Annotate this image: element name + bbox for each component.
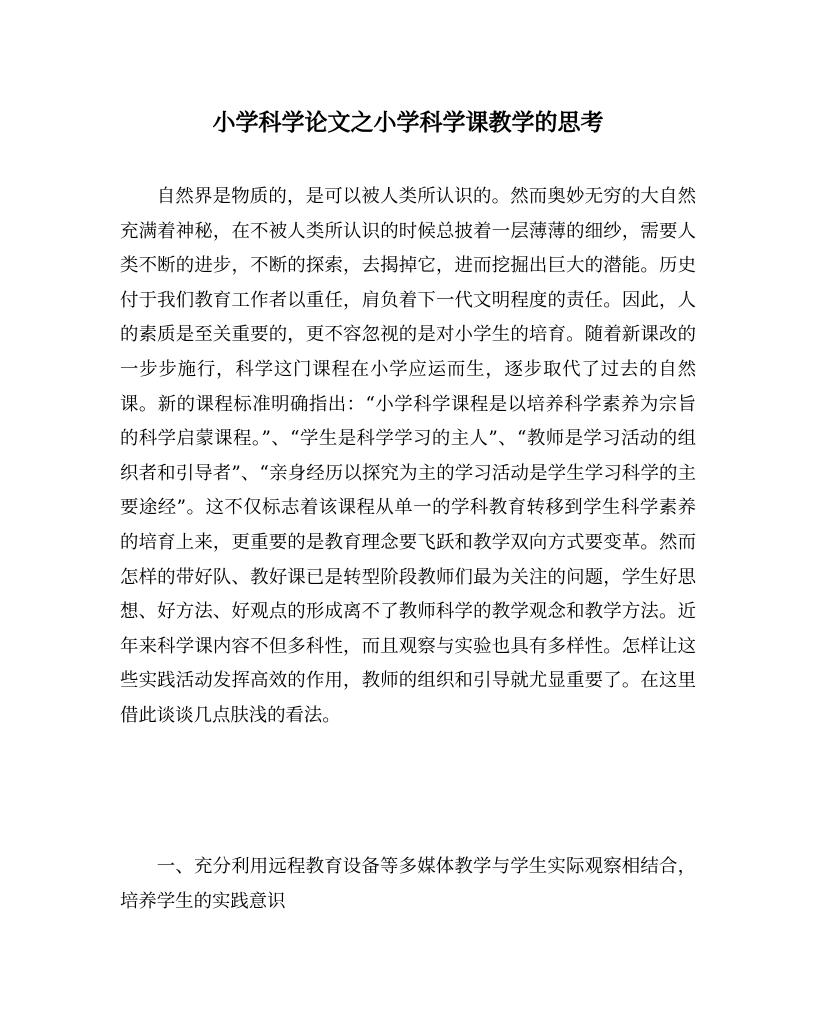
document-title: 小学科学论文之小学科学课教学的思考 bbox=[212, 109, 604, 136]
section-heading-paragraph: 一、充分利用远程教育设备等多媒体教学与学生实际观察相结合，培养学生的实践意识 bbox=[120, 856, 696, 912]
body-paragraph: 自然界是物质的，是可以被人类所认识的。然而奥妙无穷的大自然充满着神秘，在不被人类所认识的时候总披着一层薄薄的细纱，需要人类不断的进步，不断的探索，去揭掉它，进而挖掘出巨大的潜能。历史付于我们教育工作者以重任，肩负着下一代文明程度的责任。因此，人的素质是至关重要的，更不容忽视的是对小学生的培育。随着新课改的一步步施行，科学这门课程在小学应运而生，逐步取代了过去的自然课。新的课程标准明确指出：“小学科学课程是以培养科学素养为宗旨的科学启蒙课程。”、“学生是科学学习的主人”、“教师是学习活动的组织者和引导者”、“亲身经历以探究为主的学习活动是学生学习科学的主要途经”。这不仅标志着该课程从单一的学科教育转移到学生科学素养的培育上来，更重要的是教育理念要飞跃和教学双向方式要变革。然而怎样的带好队、教好课已是转型阶段教师们最为关注的问题，学生好思想、好方法、好观点的形成离不了教师科学的教学观念和教学方法。近年来科学课内容不但多科性，而且观察与实验也具有多样性。怎样让这些实践活动发挥高效的作用，教师的组织和引导就尤显重要了。在这里借此谈谈几点肤浅的看法。 bbox=[120, 186, 696, 726]
